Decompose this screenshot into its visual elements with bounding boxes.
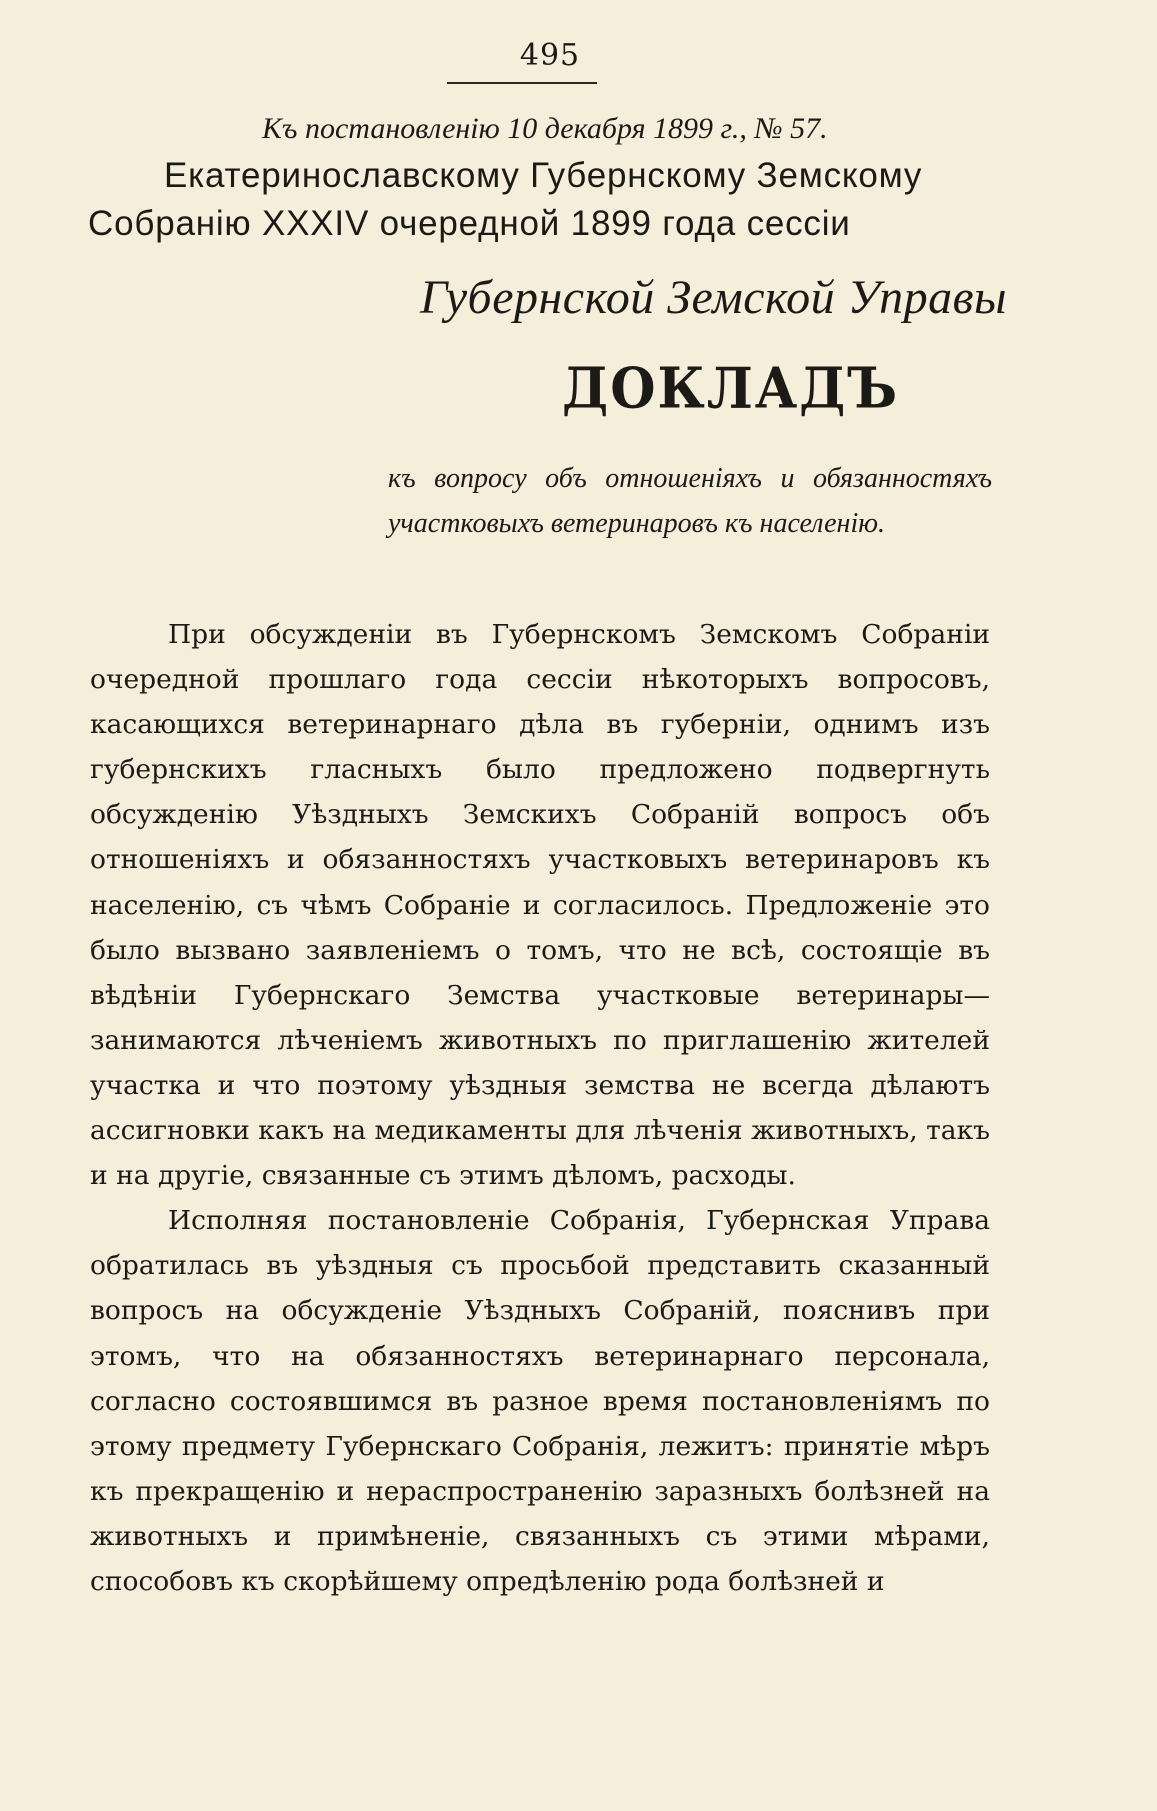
- resolution-reference: Къ постановленію 10 декабря 1899 г., № 57.: [262, 112, 828, 145]
- report-title: ДОКЛАДЪ: [562, 355, 900, 422]
- assembly-heading: [88, 152, 922, 248]
- report-subject: къ вопросу объ отношеніяхъ и обязанностяхъ участковыхъ ветеринаровъ къ населенію.: [388, 463, 992, 539]
- body-paragraph-1: При обсужденіи въ Губернскомъ Земскомъ Собраніи очередной прошлаго года сессіи нѣкоторыхъ вопросовъ, касающихся ветеринарнаго дѣла въ губерніи, однимъ изъ губернскихъ гласныхъ было предложено подвергнуть обсужденію Уѣздныхъ Земскихъ Собраній вопросъ объ отношеніяхъ и обязанностяхъ участковыхъ ветеринаровъ къ населенію, съ чѣмъ Собраніе и согласилось. Предложеніе это было вызвано заявленіемъ о томъ, что не всѣ, состоящіе въ вѣдѣніи Губернскаго Земства участковые ветеринары—занимаются лѣченіемъ животныхъ по приглашенію жителей участка и что поэтому уѣздныя земства не всегда дѣлаютъ ассигновки какъ на медикаменты для лѣченія животныхъ, такъ и на другіе, связанные съ этимъ дѣломъ, расходы.: [90, 619, 990, 1192]
- page-number: 495: [519, 38, 581, 73]
- assembly-heading-line-1: Екатеринославскому Губернскому Земскому: [164, 156, 923, 195]
- board-heading: Губернской Земской Управы: [420, 271, 1007, 324]
- assembly-heading-line-2: Собранію XXXIV очередной 1899 года сессіи: [88, 204, 851, 243]
- body-paragraph-2: Исполняя постановленіе Собранія, Губернская Управа обратилась въ уѣздныя съ просьбой представить сказанный вопросъ на обсужденіе Уѣздныхъ Собраній, пояснивъ при этомъ, что на обязанностяхъ ветеринарнаго персонала, согласно состоявшимся въ разное время постановленіямъ по этому предмету Губернскаго Собранія, лежитъ: принятіе мѣръ къ прекращенію и нераспространенію заразныхъ болѣзней на животныхъ и примѣненіе, связанныхъ съ этими мѣрами, способовъ къ скорѣйшему опредѣленію рода болѣзней и: [90, 1205, 990, 1597]
- page-number-rule: [447, 82, 597, 84]
- report-body: [90, 612, 990, 1604]
